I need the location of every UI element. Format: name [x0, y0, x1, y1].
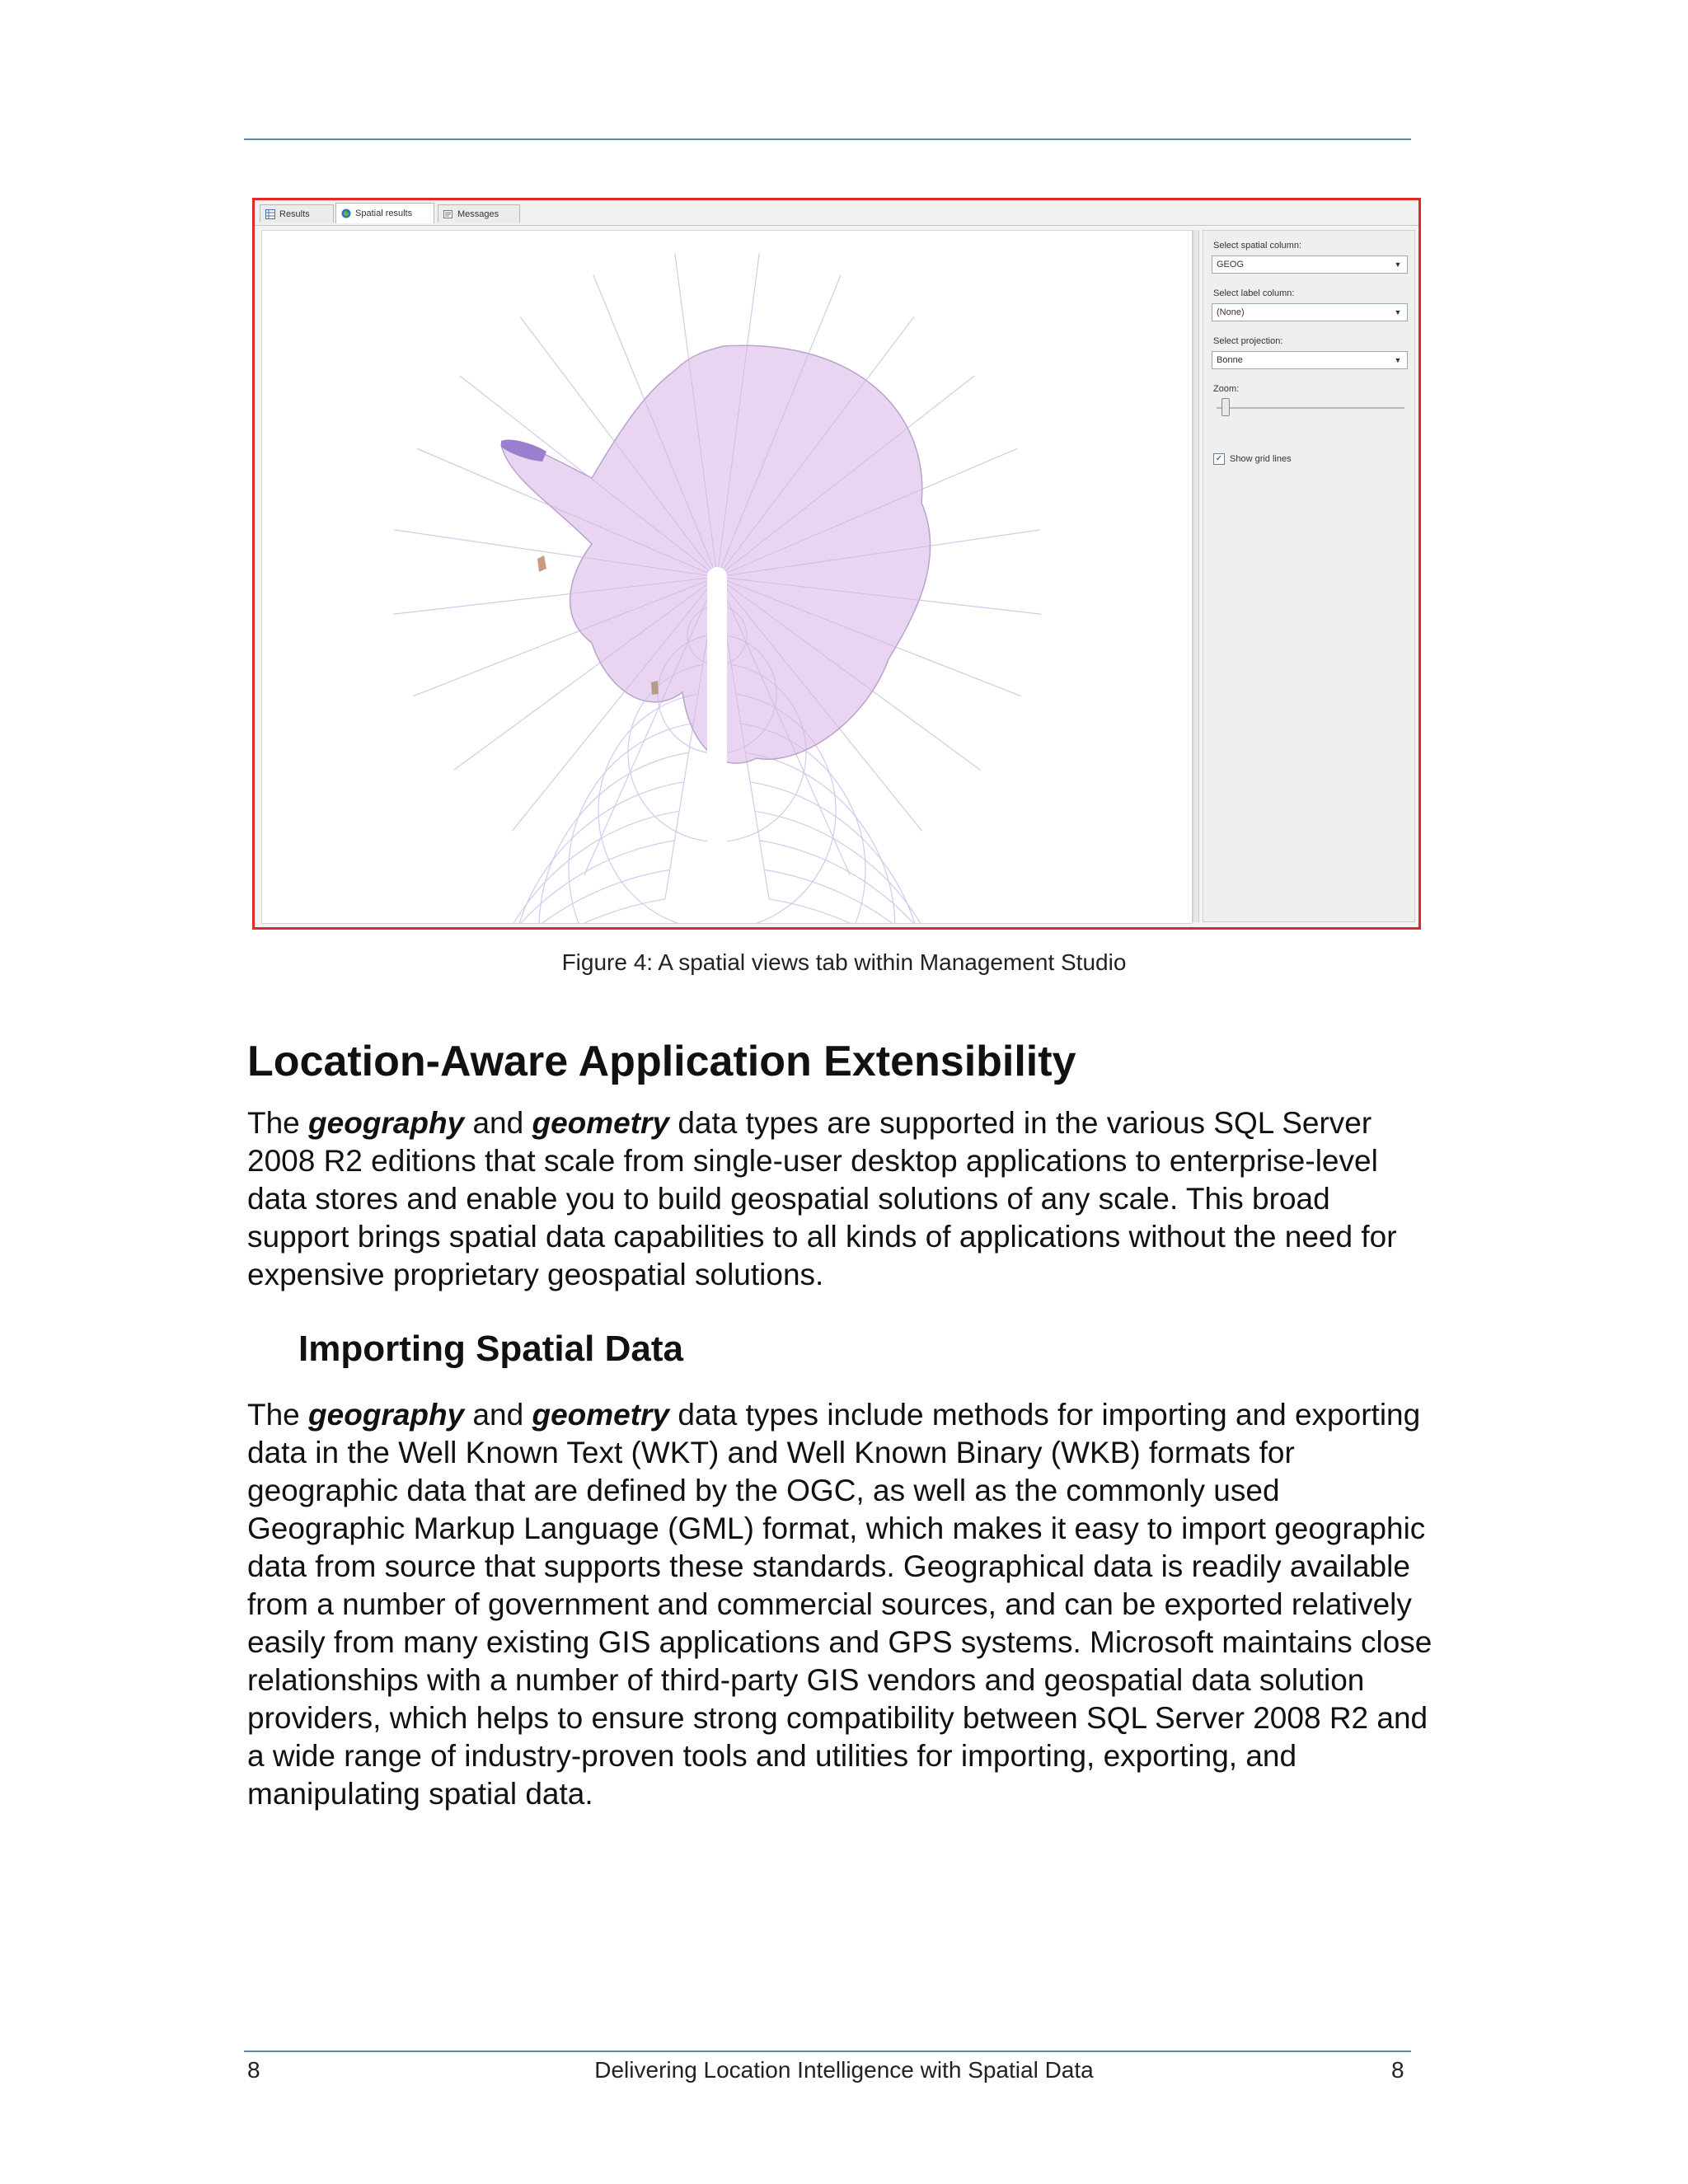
footer-title: Delivering Location Intelligence with Spatial Data: [594, 2057, 1094, 2083]
para1-term-geography: geography: [308, 1106, 465, 1140]
zoom-slider-thumb[interactable]: [1221, 398, 1230, 416]
footer-page-right: 8: [1391, 2057, 1404, 2083]
chevron-down-icon: ▼: [1394, 260, 1402, 269]
figure-caption: Figure 4: A spatial views tab within Management Studio: [561, 949, 1127, 975]
label-column-value: (None): [1217, 307, 1245, 317]
show-grid-lines-checkbox[interactable]: [1213, 453, 1292, 465]
tab-messages[interactable]: [438, 204, 520, 223]
globe-icon: [341, 209, 351, 218]
para1-text-3: data types are supported in the various SQL Server 2008 R2 editions that scale from single-user desktop applications to enterprise-level data stores and enable you to build geospatial solutions of any scale. This broad support brings spatial data capabilities to all kinds of applications without the need for expensive proprietary geospatial solutions.: [247, 1106, 1397, 1291]
chevron-down-icon: ▼: [1394, 308, 1402, 316]
show-grid-lines-label: Show grid lines: [1230, 454, 1292, 464]
messages-icon: [443, 209, 453, 219]
subsection-heading: Importing Spatial Data: [298, 1329, 683, 1369]
projection-select[interactable]: [1212, 351, 1408, 369]
para1-text-1: The: [247, 1106, 309, 1140]
pole-gap: [707, 577, 727, 923]
island-shelf-2: [651, 681, 659, 695]
panel-splitter[interactable]: [1193, 230, 1199, 922]
island-shelf-1: [537, 555, 546, 572]
subsection-paragraph: [247, 1396, 1434, 1813]
para1-term-geometry: geometry: [532, 1106, 670, 1140]
chevron-down-icon: ▼: [1394, 356, 1402, 364]
zoom-label: Zoom:: [1213, 384, 1240, 394]
para1-text-2: and: [464, 1106, 532, 1140]
projection-label: Select projection:: [1213, 336, 1283, 346]
para2-text-3: data types include methods for importing and exporting data in the Well Known Text (WKT) and Well Known Binary (WKB) formats for geographic data that are defined by the OGC, as well as the commonly used Geographic Markup Language (GML) format, which makes it easy to import geographic data from source that supports these standards. Geographical data is readily available from a number of government and commercial sources, and can be exported relatively easily from many existing GIS applications and GPS systems. Microsoft maintains close relationships with a number of third-party GIS vendors and geospatial data solution providers, which helps to ensure strong compatibility between SQL Server 2008 R2 and a wide range of industry-proven tools and utilities for importing, exporting, and manipulating spatial data.: [247, 1398, 1432, 1811]
footer-page-left: 8: [247, 2057, 260, 2083]
zoom-slider-track[interactable]: [1217, 407, 1404, 409]
figure-screenshot: [252, 198, 1421, 930]
spatial-column-value: GEOG: [1217, 260, 1245, 269]
projection-value: Bonne: [1217, 355, 1243, 365]
tab-results-label: Results: [279, 209, 310, 219]
grid-icon: [265, 209, 275, 219]
para2-term-geography: geography: [308, 1398, 465, 1432]
tab-spatial-results[interactable]: [335, 203, 434, 223]
label-column-label: Select label column:: [1213, 288, 1295, 298]
footer-rule: [244, 2050, 1411, 2052]
spatial-options-panel: [1203, 230, 1415, 922]
label-column-select[interactable]: [1212, 303, 1408, 321]
bonne-projection-map: [262, 231, 1192, 923]
header-rule: [244, 138, 1411, 140]
tab-spatial-results-label: Spatial results: [355, 209, 413, 218]
para2-text-1: The: [247, 1398, 309, 1432]
results-tab-bar: [255, 200, 1418, 226]
para2-term-geometry: geometry: [532, 1398, 670, 1432]
spatial-map-view[interactable]: [261, 230, 1193, 924]
section-heading: Location-Aware Application Extensibility: [247, 1038, 1076, 1085]
spatial-column-select[interactable]: [1212, 255, 1408, 274]
para2-text-2: and: [464, 1398, 532, 1432]
section-paragraph: [247, 1104, 1434, 1294]
tab-results[interactable]: [260, 204, 334, 223]
spatial-column-label: Select spatial column:: [1213, 241, 1301, 251]
checkbox-check-icon: ✓: [1213, 453, 1225, 465]
tab-messages-label: Messages: [457, 209, 499, 219]
